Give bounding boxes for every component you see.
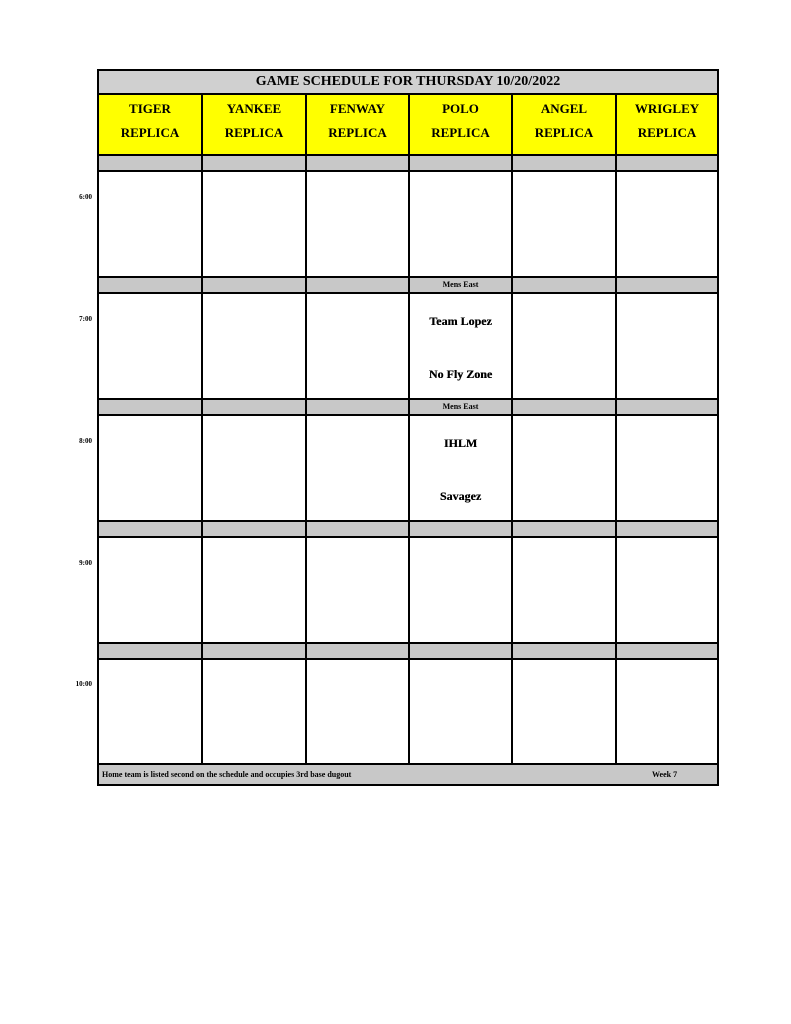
division-bar <box>410 520 513 538</box>
game-cell <box>513 416 617 520</box>
division-bar <box>99 276 203 294</box>
field-sub: REPLICA <box>120 125 180 140</box>
division-bar <box>513 398 617 416</box>
game-cell <box>99 660 203 764</box>
game-cell <box>513 660 617 764</box>
time-label: 7:00 <box>79 315 92 323</box>
division-bar <box>203 398 307 416</box>
game-cell <box>617 538 717 642</box>
away-team: IHLM <box>443 436 478 450</box>
game-cell <box>410 416 513 520</box>
division-bar <box>99 642 203 660</box>
field-name: ANGEL <box>540 101 588 116</box>
time-label: 9:00 <box>79 559 92 567</box>
division-bar <box>307 398 410 416</box>
division-bar <box>617 642 717 660</box>
division-bar <box>513 154 617 172</box>
field-name: POLO <box>442 101 479 116</box>
game-cell <box>410 660 513 764</box>
game-cell <box>203 660 307 764</box>
time-label: 10:00 <box>75 680 92 688</box>
game-cell <box>307 538 410 642</box>
field-name: YANKEE <box>226 101 282 116</box>
game-cell <box>410 538 513 642</box>
game-cell <box>513 538 617 642</box>
field-name: FENWAY <box>329 101 386 116</box>
division-bar <box>203 154 307 172</box>
game-cell <box>617 660 717 764</box>
game-cell <box>307 294 410 398</box>
week-label: Week 7 <box>652 770 678 779</box>
field-sub: REPLICA <box>534 125 594 140</box>
game-cell <box>617 172 717 276</box>
division-bar <box>513 276 617 294</box>
division-bar <box>513 520 617 538</box>
game-cell <box>307 416 410 520</box>
schedule-table <box>97 69 719 786</box>
game-cell <box>410 294 513 398</box>
game-cell <box>99 416 203 520</box>
field-header-wrigley <box>617 95 717 154</box>
division-bar <box>410 642 513 660</box>
field-header-polo <box>410 95 513 154</box>
division-bar <box>307 520 410 538</box>
division-bar <box>410 154 513 172</box>
game-cell <box>203 294 307 398</box>
game-cell <box>617 416 717 520</box>
division-bar <box>617 154 717 172</box>
game-cell <box>513 172 617 276</box>
home-team: Savagez <box>439 489 482 503</box>
division-bar <box>203 520 307 538</box>
away-team: Team Lopez <box>429 314 492 328</box>
time-label: 6:00 <box>79 193 92 201</box>
time-label: 8:00 <box>79 437 92 445</box>
field-header-yankee <box>203 95 307 154</box>
division-bar <box>617 520 717 538</box>
field-header-fenway <box>307 95 410 154</box>
division-bar <box>99 398 203 416</box>
game-cell <box>203 416 307 520</box>
field-sub: REPLICA <box>328 125 387 140</box>
field-sub: REPLICA <box>637 125 697 140</box>
game-cell <box>513 294 617 398</box>
division-bar <box>410 276 513 294</box>
home-team-note: Home team is listed second on the schedule and occupies 3rd base dugout <box>102 770 352 779</box>
field-name: WRIGLEY <box>634 101 700 116</box>
division-bar <box>307 154 410 172</box>
division-bar <box>617 276 717 294</box>
schedule-title: GAME SCHEDULE FOR THURSDAY 10/20/2022 <box>99 71 717 95</box>
game-cell <box>203 538 307 642</box>
game-cell <box>99 172 203 276</box>
game-cell <box>203 172 307 276</box>
game-cell <box>410 172 513 276</box>
division-bar <box>617 398 717 416</box>
division-bar <box>99 154 203 172</box>
division-label: Mens East <box>442 280 479 289</box>
field-name: TIGER <box>129 101 171 116</box>
game-cell <box>99 538 203 642</box>
division-bar <box>410 398 513 416</box>
field-header-tiger <box>99 95 203 154</box>
game-cell <box>99 294 203 398</box>
game-cell <box>307 660 410 764</box>
field-header-angel <box>513 95 617 154</box>
field-sub: REPLICA <box>431 125 490 140</box>
home-team: No Fly Zone <box>428 367 493 381</box>
division-bar <box>513 642 617 660</box>
division-bar <box>99 520 203 538</box>
division-bar <box>203 642 307 660</box>
division-bar <box>307 642 410 660</box>
schedule-footer <box>99 763 717 784</box>
division-label: Mens East <box>442 402 479 411</box>
game-cell <box>617 294 717 398</box>
game-cell <box>307 172 410 276</box>
division-bar <box>203 276 307 294</box>
field-sub: REPLICA <box>224 125 284 140</box>
division-bar <box>307 276 410 294</box>
